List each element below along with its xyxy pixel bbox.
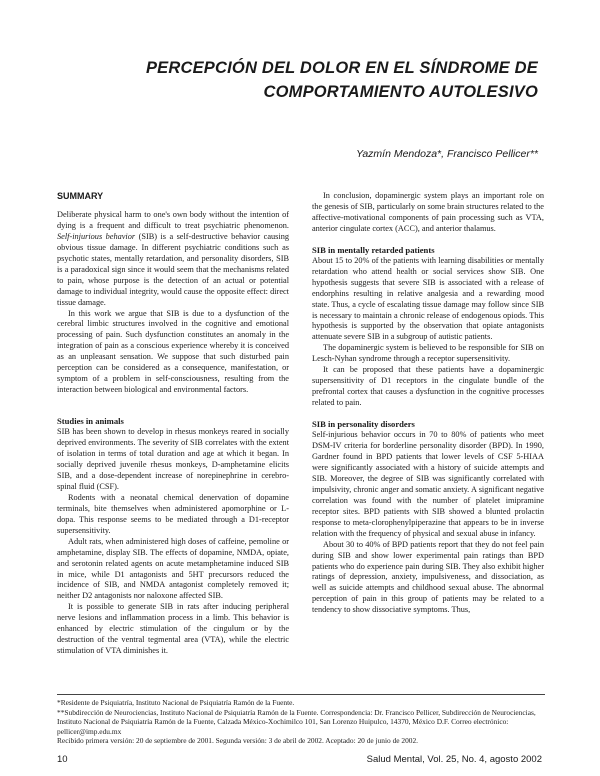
summary-text: Deliberate physical harm to one's own body without the intention of dying is a frequent and difficult to treat psychiatric phenomenon. xyxy=(57,209,289,230)
mental-paragraph-3: It can be proposed that these patients have a dopaminergic supersensitivity of D1 receptors in the cingulate bundle of the prefrontal cortex that causes a dysfunction in the cognitive processes related to pain. xyxy=(312,365,544,408)
section-heading-animals: Studies in animals xyxy=(57,416,124,427)
article-title xyxy=(118,56,538,104)
summary-heading: SUMMARY xyxy=(57,191,104,201)
conclusion-paragraph: In conclusion, dopaminergic system plays an important role on the genesis of SIB, particularly on some brain structures related to the affective-motivational components of pain processing such as VTA, anterior cingulate cortex (ACC), and anterior thalamus. xyxy=(312,191,544,233)
section-heading-personality: SIB in personality disorders xyxy=(312,419,415,430)
left-column xyxy=(57,191,289,657)
summary-paragraph-2: In this work we argue that SIB is due to a dysfunction of the cerebral limbic structures involved in the cognitive and emotional processing of pain. Such dysfunction constitutes an anomaly in the integration of pain as a conscious experience whereby it is conceived as an unpleasant sensation. We suppose that such disturbed pain perception can be considered as a consequence, manifestation, or symptom of a problem in self-consciousness, resulting from the interaction between biological and environmental factors. xyxy=(57,308,289,395)
title-line-1: PERCEPCIÓN DEL DOLOR EN EL SÍNDROME DE xyxy=(145,59,538,77)
journal-citation: Salud Mental, Vol. 25, No. 4, agosto 2002 xyxy=(366,754,542,765)
title-line-2: COMPORTAMIENTO AUTOLESIVO xyxy=(263,83,538,101)
footnotes xyxy=(57,698,545,746)
right-column xyxy=(312,191,544,616)
animals-paragraph-3: Adult rats, when administered high doses of caffeine, pemoline or amphetamine, display SIB. The effects of dopamine, NMDA, opiate, and serotonin related agents on acute metamphetamine induced SIB in mice, while D1 antagonists and 5HT precursors reduced the incidence of SIB, and NMDA antagonist completely removed it; neither D2 antagonists nor naloxone affected SIB. xyxy=(57,536,289,601)
animals-paragraph-1: SIB has been shown to develop in rhesus monkeys reared in socially deprived environments. The severity of SIB correlates with the extent of isolation in terms of total duration and age at which it began. In socially deprived juvenile rhesus monkeys, D-amphetamine elicits SIB, and a dose-dependent increase of norepinephrine in cerebro-spinal fluid (CSF). xyxy=(57,427,289,491)
footnote-divider xyxy=(57,694,545,695)
summary-text-cont: (SIB) is a self-destructive behavior causing obvious tissue damage. In different psychiatric conditions such as psychotic states, mentally retardation, and personality disorders, SIB is a paradoxical sign since it would seem that the mechanisms related to pain, whose purpose is the detection of an actual or potential damage to individual integrity, would cause the opposite effect: direct tissue damage. xyxy=(57,231,289,307)
mental-paragraph-1: About 15 to 20% of the patients with learning disabilities or mentally retardation who attend health or social services show SIB. One hypothesis suggests that severe SIB is associated with a release of endorphins resulting in relative analgesia and a rewarding mood state. Thus, a cycle of escalating tissue damage may follow since SIB is necessary to maintain a chronic release of endogenous opiods. This hypothesis is supported by the observation that opiate antagonists attenuate severe SIB in a subgroup of autistic patients. xyxy=(312,255,544,342)
personality-paragraph-1: Self-injurious behavior occurs in 70 to 80% of patients who meet DSM-IV criteria for borderline personality disorder (BPD). In 1990, Gardner found in BPD patients that lower levels of CSF 5-HIAA were significantly associated with a history of suicide attempts and SIB. Moreover, the degree of SIB was significantly correlated with impulsivity, chronic anger and somatic anxiety. A significant negative correlation was found with the number of platelet imipramine receptor sites. BPD patients with SIB showed a blunted prolactin response to meta-clorophenylpiperazine that appears to be in inverse relation with the frequency of physical and sexual abuse in infancy. xyxy=(312,430,544,538)
footnote-2: **Subdirección de Neurociencias, Instituto Nacional de Psiquiatría Ramón de la Fuente. Correspondencia: Dr. Francisco Pellicer, Subdirección de Neurociencias, Instituto Nacional de Psiquiatría Ramón de la Fuente, Calzada México-Xochimilco 101, San Lorenzo Huipulco, 14370, México D.F. Correo electrónico: pellicer@imp.edu.mx xyxy=(57,707,536,736)
summary-paragraph-1 xyxy=(57,210,289,309)
author-line: Yazmín Mendoza*, Francisco Pellicer** xyxy=(356,148,538,160)
animals-paragraph-4: It is possible to generate SIB in rats after inducing peripheral nerve lesions and inflammation process in a limb. This behavior is enhanced by electric stimulation of the cingulum or by the destruction of the ventral tegmental area (VTA), while the electric stimulation of VTA diminishes it. xyxy=(57,602,289,656)
page-number: 10 xyxy=(57,754,68,765)
personality-paragraph-2: About 30 to 40% of BPD patients report that they do not feel pain during SIB and show lower experimental pain ratings than BPD patients who do experience pain during SIB. They also exhibit higher ratings of depression, anxiety, impulsiveness, and dissociation, as well as suicide attempts and childhood sexual abuse. The abnormal perception of pain in this group of patients may be related to a tendency to show dissociative symptoms. Thus, xyxy=(312,539,544,615)
summary-emphasis: Self-injurious behavior xyxy=(57,231,136,241)
footnote-1: *Residente de Psiquiatría, Instituto Nacional de Psiquiatría Ramón de la Fuente. xyxy=(57,698,295,707)
footnote-received: Recibido primera versión: 20 de septiembre de 2001. Segunda versión: 3 de abril de 2002. Aceptado: 20 de junio de 2002. xyxy=(57,736,419,746)
animals-paragraph-2: Rodents with a neonatal chemical denervation of dopamine terminals, bite themselves when administered apomorphine or L-dopa. This response seems to be mediated through a D1-receptor supersensitivity. xyxy=(57,492,289,535)
mental-paragraph-2: The dopaminergic system is believed to be responsible for SIB on Lesch-Nyhan syndrome through a receptor supersensitivity. xyxy=(312,343,544,364)
section-heading-mental: SIB in mentally retarded patients xyxy=(312,244,435,255)
